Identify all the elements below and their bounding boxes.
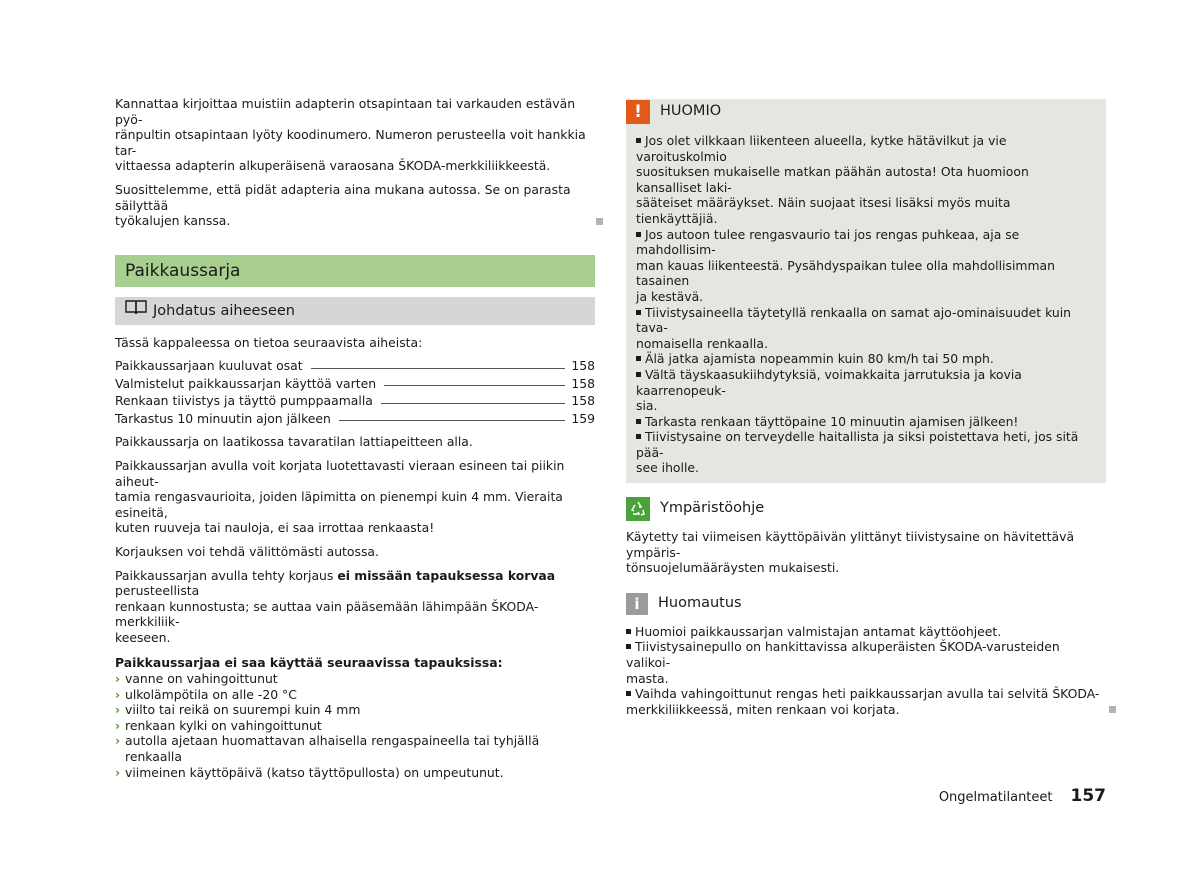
bullet-square — [626, 644, 631, 649]
toc-item[interactable] — [115, 374, 595, 392]
note-item — [626, 686, 1106, 717]
list-item — [115, 702, 595, 718]
note-header — [626, 592, 1106, 616]
page-footer — [939, 786, 1106, 806]
toc-page: 159 — [571, 410, 595, 426]
bullet-square — [636, 356, 641, 361]
notes-list — [626, 624, 1106, 718]
warning-text: Tiivistysaine on terveydelle haitallista ja siksi poistettava heti, jos sitä pää- see iholle. — [636, 429, 1079, 476]
section-title-paikkaussarja: Paikkaussarja — [115, 255, 595, 287]
warning-text: Jos olet vilkkaan liikenteen alueella, kytke hätävilkut ja vie varoituskolmio suosituksen mukaiselle matkan päähän autosta! Ota huomioon kansalliset laki- sääteiset määräykset. Näin suojaat itsesi lisäksi myös muita tienkäyttäjiä. — [636, 133, 1029, 226]
note-text: Huomioi paikkaussarjan valmistajan antamat käyttöohjeet. — [635, 623, 1002, 639]
note-text: Tiivistysainepullo on hankittavissa alkuperäisten ŠKODA-varusteiden valikoi- masta. — [626, 639, 1060, 686]
toc-leader — [339, 420, 565, 421]
toc-label: Paikkaussarjaan kuuluvat osat — [115, 358, 303, 374]
section-end-marker — [596, 218, 603, 225]
chevron-right-icon: › — [115, 686, 121, 702]
adapter-keep-paragraph — [115, 182, 595, 229]
toc-intro: Tässä kappaleessa on tietoa seuraavista aiheista: — [115, 334, 423, 350]
chevron-right-icon: › — [115, 717, 121, 733]
bullet-square — [636, 372, 641, 377]
cases-list — [115, 671, 595, 780]
toc-item[interactable] — [115, 356, 595, 374]
adapter-code-paragraph: Kannattaa kirjoittaa muistiin adapterin otsapintaan tai varkauden estävän pyö- ränpultin otsapintaan lyöty koodinumero. Numeron perusteella voit hankkia tar- vittaessa adapterin alkuperäisenä varaosana ŠKODA-merkkiliikkeestä. — [115, 96, 586, 174]
list-item — [115, 671, 595, 687]
list-item — [115, 765, 595, 781]
immediate-paragraph: Korjauksen voi tehdä välittömästi autossa. — [115, 543, 379, 559]
environment-header — [626, 497, 1106, 521]
repair-text-a: Paikkaussarjan avulla tehty korjaus — [115, 567, 338, 583]
warning-header — [626, 99, 1106, 125]
warning-item — [636, 351, 1094, 367]
chevron-right-icon: › — [115, 702, 121, 718]
toc-page: 158 — [571, 393, 595, 409]
footer-section-name: Ongelmatilanteet — [938, 790, 1053, 805]
note-item — [626, 624, 1106, 640]
usage-paragraph: Paikkaussarjan avulla voit korjata luotettavasti vieraan esineen tai piikin aiheut- tamia rengasvaurioita, joiden läpimitta on pienempi kuin 4 mm. Vieraita esineitä, kuten ruuveja tai nauloja, ei saa irrottaa renkaasta! — [115, 457, 565, 536]
left-column — [115, 96, 595, 780]
warning-item — [636, 305, 1094, 352]
note-text: Vaihda vahingoittunut rengas heti paikkaussarjan avulla tai selvitä ŠKODA- merkkiliikkeessä, miten renkaan voi korjata. — [626, 686, 1100, 717]
note-title: Huomautus — [658, 595, 742, 612]
bullet-square — [636, 138, 641, 143]
warning-box — [626, 99, 1106, 483]
toc-label: Renkaan tiivistys ja täyttö pumppaamalla — [115, 393, 373, 409]
list-item — [115, 718, 595, 734]
case-text: viilto tai reikä on suurempi kuin 4 mm — [125, 702, 361, 718]
repair-text-bold: ei missään tapauksessa korvaa — [337, 567, 556, 583]
toc-leader — [384, 385, 565, 386]
list-item — [115, 687, 595, 703]
case-text: vanne on vahingoittunut — [125, 671, 278, 687]
warning-text: Jos autoon tulee rengasvaurio tai jos rengas puhkeaa, aja se mahdollisim- man kauas liikenteestä. Pysähdyspaikan tulee olla mahdollisimman tasainen ja kestävä. — [636, 226, 1055, 304]
warning-text: Vältä täyskaasukiihdytyksiä, voimakkaita jarrutuksia ja kovia kaarrenopeuk- sia. — [636, 366, 1022, 414]
case-text: autolla ajetaan huomattavan alhaisella rengaspaineella tai tyhjällä renkaalla — [125, 733, 540, 765]
repair-paragraph — [115, 568, 595, 646]
cases-title: Paikkaussarjaa ei saa käyttää seuraavissa tapauksissa: — [115, 655, 503, 671]
toc-item[interactable] — [115, 391, 595, 409]
warning-item — [636, 133, 1094, 227]
toc-label: Valmistelut paikkaussarjan käyttöä varten — [115, 375, 377, 391]
chevron-right-icon: › — [115, 764, 121, 780]
chevron-right-icon: › — [115, 733, 121, 749]
case-text: viimeinen käyttöpäivä (katso täyttöpullosta) on umpeutunut. — [125, 764, 504, 780]
warning-text: Tiivistysaineella täytetyllä renkaalla on samat ajo-ominaisuudet kuin tava- nomaisella renkaalla. — [636, 304, 1072, 351]
location-paragraph: Paikkaussarja on laatikossa tavaratilan lattiapeitteen alla. — [115, 434, 473, 450]
bullet-square — [626, 629, 631, 634]
toc-page: 158 — [571, 358, 595, 374]
warning-item — [636, 367, 1094, 414]
bullet-square — [636, 232, 641, 237]
chevron-right-icon: › — [115, 671, 121, 687]
case-text: ulkolämpötila on alle -20 °C — [125, 686, 297, 702]
exclamation-icon: ! — [626, 100, 650, 124]
warning-item — [636, 429, 1094, 476]
bullet-square — [636, 419, 641, 424]
bullet-square — [636, 434, 641, 439]
intro-bar — [115, 297, 595, 325]
case-text: renkaan kylki on vahingoittunut — [125, 717, 322, 733]
warning-item — [636, 227, 1094, 305]
warning-title: HUOMIO — [660, 103, 722, 120]
adapter-keep-text: Suosittelemme, että pidät adapteria aina mukana autossa. Se on parasta säilyttää työkalujen kanssa. — [115, 181, 571, 229]
page-number: 157 — [1070, 786, 1106, 806]
info-icon: i — [626, 593, 648, 615]
intro-title: Johdatus aiheeseen — [153, 302, 295, 319]
toc-item[interactable] — [115, 409, 595, 427]
repair-text-b: perusteellista renkaan kunnostusta; se auttaa vain pääsemään lähimpään ŠKODA-merkkiliik- keeseen. — [115, 583, 539, 645]
bullet-square — [626, 691, 631, 696]
warning-item — [636, 414, 1094, 430]
warning-text: Tarkasta renkaan täyttöpaine 10 minuutin ajamisen jälkeen! — [645, 413, 1019, 429]
toc-list — [115, 356, 595, 426]
note-item — [626, 639, 1106, 686]
toc-leader — [311, 368, 566, 369]
bullet-square — [636, 310, 641, 315]
recycle-icon — [626, 497, 650, 521]
toc-leader — [381, 403, 565, 404]
section-end-marker — [1109, 706, 1116, 713]
toc-page: 158 — [571, 375, 595, 391]
environment-text: Käytetty tai viimeisen käyttöpäivän ylittänyt tiivistysaine on hävitettävä ympäris- tönsuojelumääräysten mukaisesti. — [626, 529, 1075, 576]
book-icon — [125, 297, 147, 325]
right-column — [626, 99, 1106, 717]
toc-label: Tarkastus 10 minuutin ajon jälkeen — [115, 410, 331, 426]
warning-body — [626, 133, 1106, 476]
environment-title: Ympäristöohje — [660, 500, 765, 517]
warning-text: Älä jatka ajamista nopeammin kuin 80 km/h tai 50 mph. — [645, 351, 994, 367]
list-item — [115, 733, 595, 764]
